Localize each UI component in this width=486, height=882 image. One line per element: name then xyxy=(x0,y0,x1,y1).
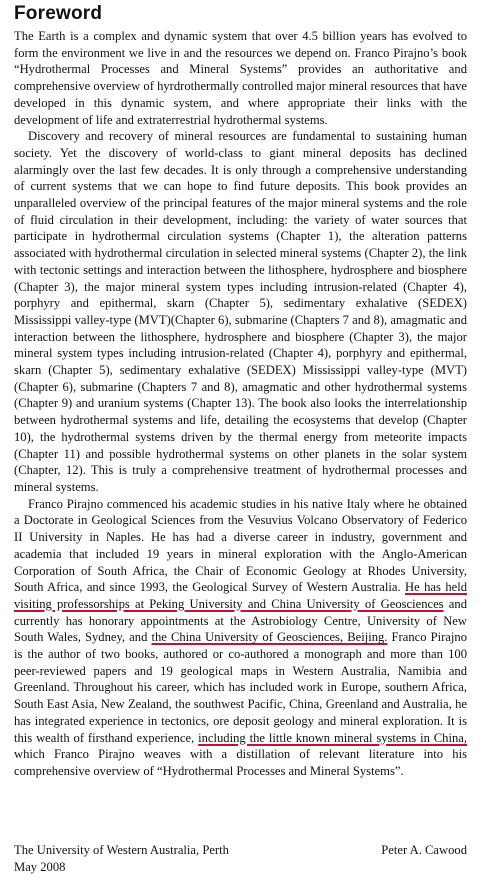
foreword-body xyxy=(14,28,467,780)
paragraph-text: Discovery and recovery of mineral resources are fundamental to sustaining human society. Yet the discovery of world-class to giant mineral deposits has declined alarmingly over the last few decades. It is only through a comprehensive understanding of current systems that we can hope to find future deposits. This book provides an unparalleled overview of the principal features of the major mineral systems and the role of fluid circulation in their development, including: the variety of water sources that participate in hydrothermal circulation systems (Chapter 1), the alteration patterns associated with hydrothermal circulation in selected mineral systems (Chapter 2), the link with tectonic settings and interaction between the lithosphere, hydrosphere and biosphere (Chapter 3), the major mineral system types including intrusion-related (Chapter 4), porphyry and epithermal, skarn (Chapter 5), sedimentary exhalative (SEDEX) Mississippi valley-type (MVT)(Chapter 6), submarine (Chapters 7 and 8), amagmatic and interaction between the lithosphere, hydrosphere and biosphere (Chapter 3), the major mineral system types including intrusion-related (Chapter 4), porphyry and epithermal, skarn (Chapter 5), sedimentary exhalative (SEDEX) Mississippi valley-type (MVT)(Chapter 6), submarine (Chapters 7 and 8), amagmatic and other hydrothermal systems (Chapter 9) and uranium systems (Chapter 13). The book also looks the interrelationship between hydrothermal systems and life, detailing the ecosystems that develop (Chapter 10), the hydrothermal systems driven by the thermal energy from meteorite impacts (Chapter 11) and possible hydrothermal systems on other planets in the solar system (Chapter, 12). This is truly a comprehensive treatment of hydrothermal processes and mineral systems. xyxy=(14,129,467,494)
underlined-highlight: He has held visiting professorships at Peking University and China University of Geosciences xyxy=(14,580,467,611)
paragraph-text: and currently has honorary appointments at the Astrobiology Centre, University of New South Wales, Sydney, and xyxy=(14,596,467,645)
paragraph-2 xyxy=(14,128,467,495)
paragraph-1 xyxy=(14,28,467,128)
signature-author: Peter A. Cawood xyxy=(381,843,467,857)
underlined-highlight: including the little known mineral systems in China, xyxy=(198,730,467,745)
signature-block xyxy=(14,842,467,875)
paragraph-text: The Earth is a complex and dynamic system that over 4.5 billion years has evolved to form the environment we live in and the resources we depend on. Franco Pirajno’s book “Hydrothermal Processes and Mineral Systems” provides an authoritative and comprehensive overview of hyrdrothermally controlled major mineral resources that have developed in this dynamic system, and where appropriate their links with the development of life and extraterrestrial hydrothermal systems. xyxy=(14,29,467,127)
underlined-highlight: the China University of Geosciences, Beijing. xyxy=(151,630,388,645)
paragraph-text: which Franco Pirajno weaves with a distillation of relevant literature into his comprehensive overview of “Hydrothermal Processes and Mineral Systems”. xyxy=(14,747,467,778)
paragraph-text: Franco Pirajno is the author of two books, authored or co-authored a monograph and more than 100 peer-reviewed papers and 19 geological maps in Western Australia, Namibia and Greenland. Throughout his career, which has included work in Europe, southern Africa, South East Asia, New Zealand, the southwest Pacific, China, Greenland and Australia, he has integrated experience in tectonics, ore deposit geology and mineral exploration. It is this wealth of firsthand experience, xyxy=(14,630,467,745)
signature-date: May 2008 xyxy=(14,859,66,874)
page-title: Foreword xyxy=(14,3,103,24)
paragraph-3 xyxy=(14,496,467,780)
signature-affiliation: The University of Western Australia, Perth xyxy=(14,843,229,857)
paragraph-text: Franco Pirajno commenced his academic studies in his native Italy where he obtained a Doctorate in Geological Sciences from the Vesuvius Volcano Observatory of Federico II University in Naples. He has had a diverse career in industry, government and academia that included 19 years in mineral exploration with the Anglo-American Corporation of South Africa, the Chair of Economic Geology at Rhodes University, South Africa, and since 1993, the Geological Survey of Western Australia. xyxy=(14,496,467,595)
foreword-page xyxy=(0,2,486,882)
